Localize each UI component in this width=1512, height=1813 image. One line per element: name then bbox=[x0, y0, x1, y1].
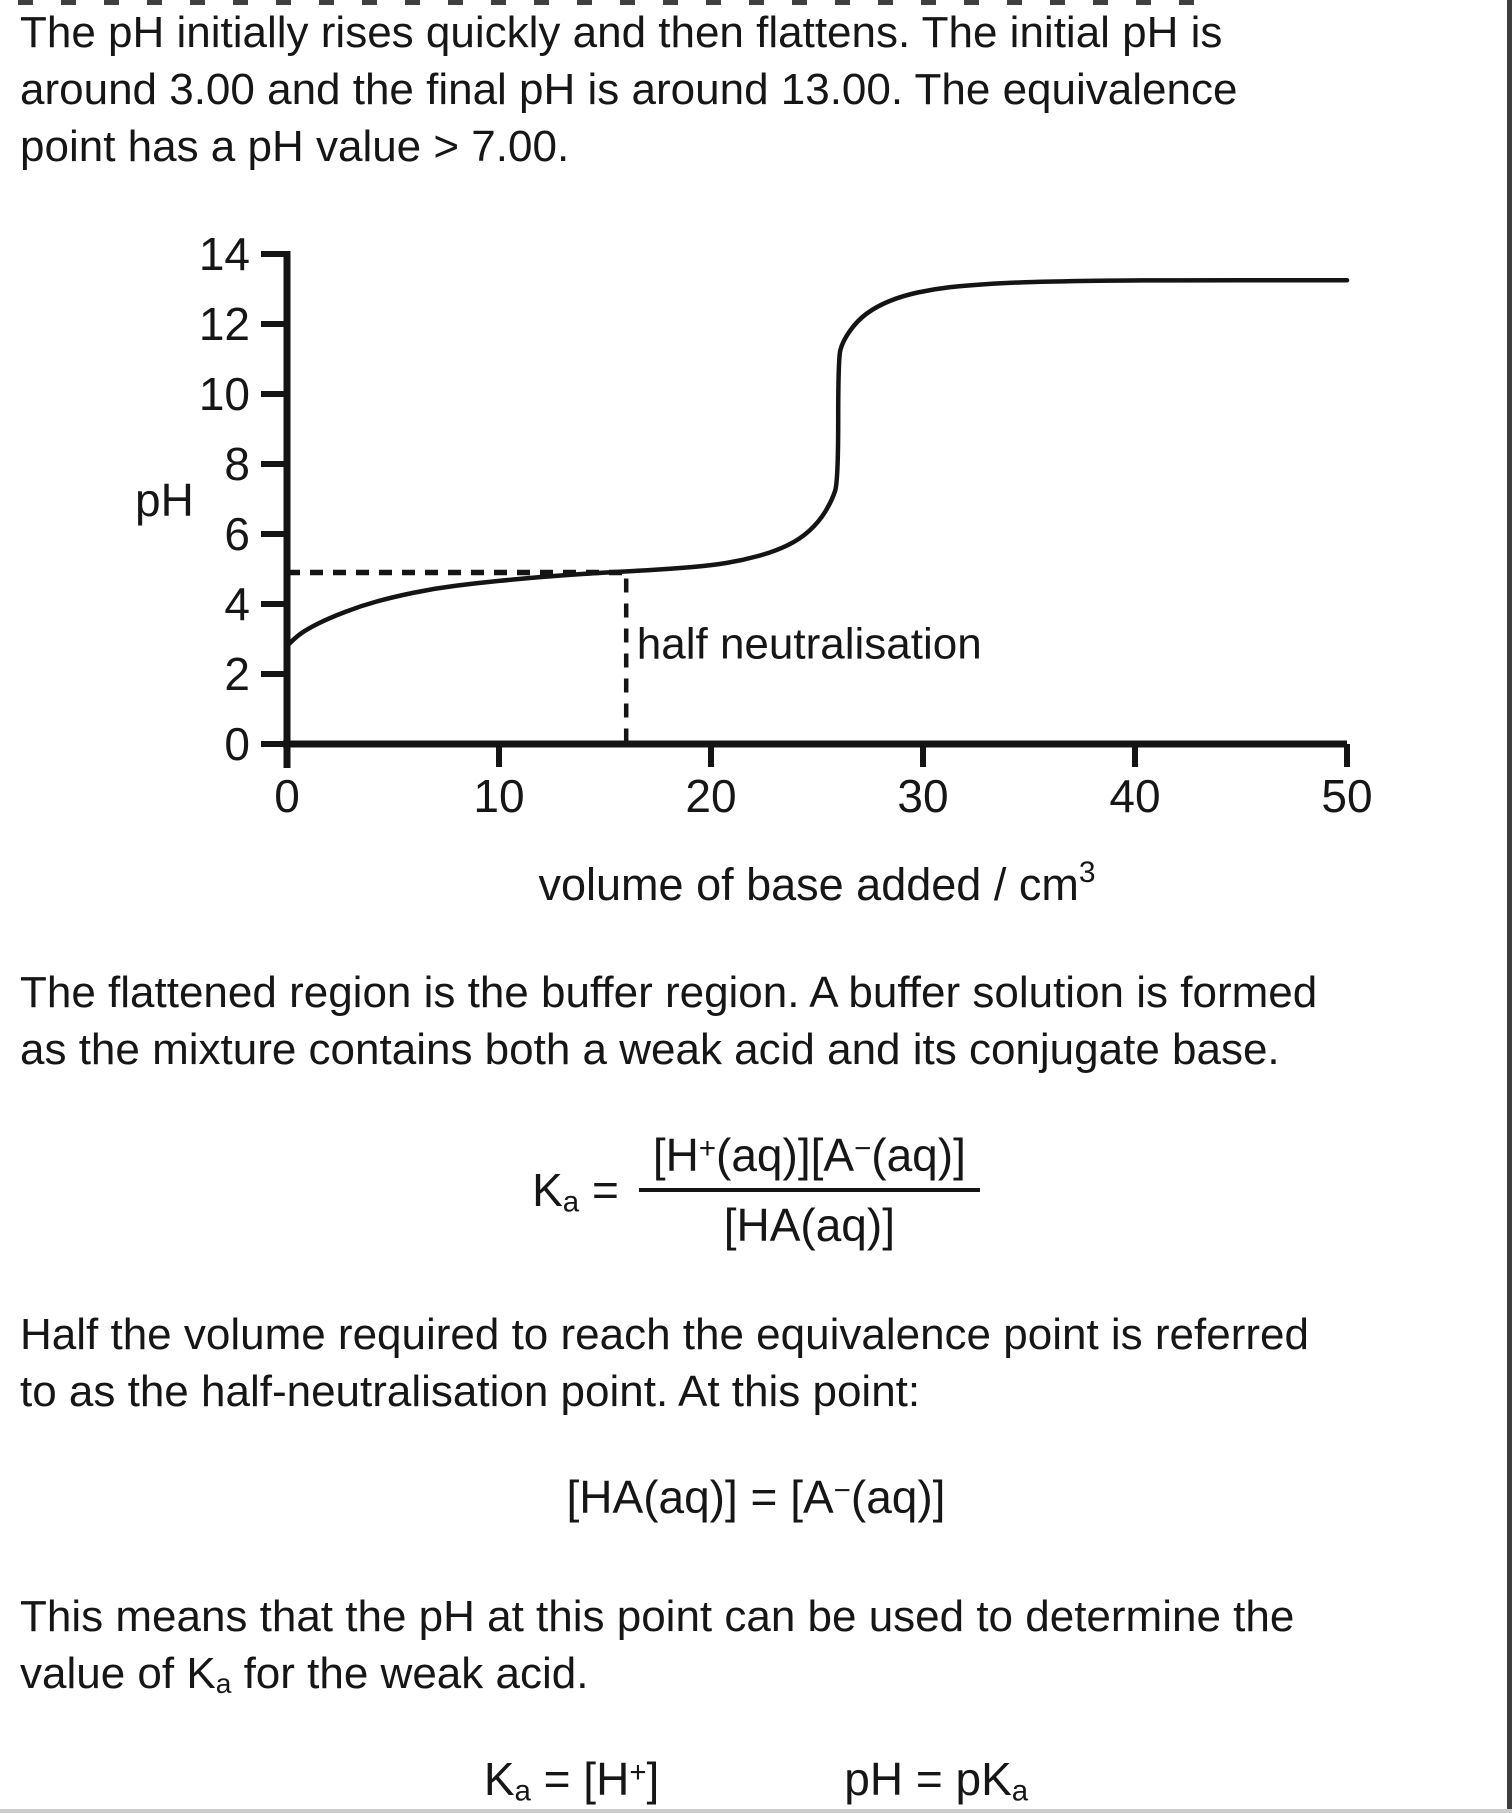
paragraph-determine-ka bbox=[20, 1588, 1294, 1702]
ka-fraction bbox=[639, 1128, 980, 1252]
ka-equals-h-formula: $K_a = [H^+]$ bbox=[483, 1753, 660, 1808]
x-tick-label: 0 bbox=[274, 770, 300, 822]
paragraph-intro-ph bbox=[20, 4, 1237, 175]
paragraph-line: point has a pH value > 7.00. bbox=[20, 122, 570, 171]
x-tick-label: 50 bbox=[1321, 770, 1373, 822]
x-tick-label: 20 bbox=[685, 770, 737, 822]
x-axis-ticks bbox=[274, 744, 1372, 822]
titration-curve bbox=[287, 280, 1347, 646]
y-tick-label: 14 bbox=[198, 228, 250, 280]
x-tick-label: 10 bbox=[473, 770, 525, 822]
ka-numerator: [H+(aq)][A−(aq)] bbox=[639, 1128, 980, 1192]
y-axis-title: pH bbox=[135, 474, 194, 526]
paragraph-line: around 3.00 and the final pH is around 13.00. The equivalence bbox=[20, 65, 1238, 114]
paragraph-line: as the mixture contains both a weak acid and its conjugate base. bbox=[20, 1025, 1280, 1074]
x-tick-label: 30 bbox=[897, 770, 949, 822]
x-axis-title: volume of base added / $cm^3$ bbox=[538, 856, 1096, 910]
paragraph-line: value of $K_a$ for the weak acid. bbox=[20, 1649, 589, 1700]
y-tick-label: 0 bbox=[224, 718, 250, 770]
ka-expression-formula bbox=[0, 1128, 1512, 1252]
page-right-border bbox=[1507, 0, 1512, 1813]
paragraph-buffer-region bbox=[20, 964, 1317, 1078]
page-bottom-rule bbox=[0, 1809, 1512, 1813]
titration-curve-chart bbox=[90, 200, 1380, 920]
paragraph-half-neutralisation bbox=[20, 1306, 1309, 1420]
ka-denominator: [HA(aq)] bbox=[723, 1199, 895, 1251]
half-neutralisation-label: half neutralisation bbox=[636, 619, 982, 669]
ph-equals-pka-formula: pH = $pK_a$ bbox=[844, 1753, 1029, 1808]
paragraph-line: Half the volume required to reach the equivalence point is referred bbox=[20, 1310, 1309, 1359]
paragraph-line: The pH initially rises quickly and then flattens. The initial pH is bbox=[20, 8, 1223, 57]
y-tick-label: 6 bbox=[224, 508, 250, 560]
conclusion-formulas bbox=[0, 1752, 1512, 1806]
half-neutral-equation: [HA(aq)] = [A−(aq)] bbox=[566, 1471, 946, 1523]
y-tick-label: 4 bbox=[224, 578, 250, 630]
chart-axes bbox=[283, 251, 1347, 768]
y-tick-label: 8 bbox=[224, 438, 250, 490]
paragraph-line: The flattened region is the buffer region. A buffer solution is formed bbox=[20, 968, 1318, 1017]
paragraph-line: This means that the pH at this point can be used to determine the bbox=[20, 1592, 1295, 1641]
paragraph-line: to as the half-neutralisation point. At this point: bbox=[20, 1367, 921, 1416]
y-axis-ticks bbox=[199, 228, 287, 770]
y-tick-label: 10 bbox=[198, 368, 250, 420]
x-tick-label: 40 bbox=[1109, 770, 1161, 822]
y-tick-label: 12 bbox=[198, 298, 250, 350]
ka-lhs: $K_a$ = bbox=[532, 1164, 619, 1219]
y-tick-label: 2 bbox=[224, 648, 250, 700]
